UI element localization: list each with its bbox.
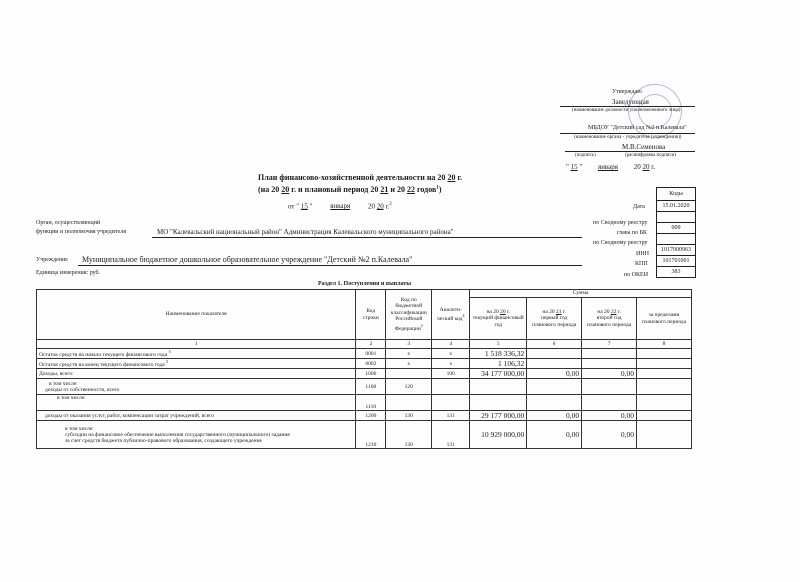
row-bk — [386, 369, 432, 379]
table-row — [37, 369, 692, 379]
header-code: Код строки — [356, 290, 386, 340]
row-value-y2 — [527, 359, 582, 369]
codes-label-date: Дата — [633, 204, 645, 210]
date-prefix: от " — [288, 202, 300, 211]
title-year: 20 — [447, 173, 456, 182]
codes-value-inn: 1017000963 — [657, 245, 696, 256]
row-value-y2 — [527, 395, 582, 411]
row-code: 1110 — [356, 395, 386, 411]
approval-organization: МБДОУ "Детский сад №2 п.Калевала" — [588, 125, 687, 131]
header-year1 — [470, 298, 527, 340]
header-analytic-sup: 4 — [462, 313, 465, 319]
table-row — [37, 421, 692, 449]
approval-position-line — [560, 106, 695, 107]
row-name-text: Остаток средств на конец текущего финансового года — [39, 361, 165, 368]
row-bk — [386, 395, 432, 411]
col-number: 1 — [37, 340, 356, 349]
founder-value: МО "Калевальский национальный район" Администрация Калевальского муниципального района" — [157, 228, 454, 236]
row-bk: 130 — [386, 411, 432, 421]
date-month: января — [330, 202, 351, 211]
codes-value-chapter: 009 — [657, 223, 696, 234]
period-sup: 1 — [436, 185, 439, 191]
row-value-y3: 0,00 — [582, 411, 637, 421]
row-value-beyond — [637, 349, 692, 359]
row-value-y3 — [582, 359, 637, 369]
row-analytic — [432, 395, 470, 411]
row-value-y2: 0,00 — [527, 421, 582, 449]
period-and: и 20 — [390, 185, 405, 194]
codes-label-chapter: глава по БК — [617, 230, 647, 236]
header-year2-suffix: г. — [562, 308, 566, 315]
approval-signer-name: М.В.Семенова — [622, 143, 666, 151]
row-code: 1000 — [356, 369, 386, 379]
row-value-beyond — [637, 359, 692, 369]
header-year2-prefix: на 20 — [542, 308, 555, 315]
row-name-text: в том числе: — [65, 425, 94, 432]
title-prefix: План финансово-хозяйственной деятельности на 20 — [258, 173, 446, 182]
period-year2: 22 — [406, 185, 415, 194]
row-analytic: 131 — [432, 421, 470, 449]
codes-label-registry2: по Сводному реестру — [593, 240, 648, 246]
row-value-y2: 0,00 — [527, 411, 582, 421]
row-name — [37, 421, 356, 449]
row-value-y3: 0,00 — [582, 421, 637, 449]
col-number: 8 — [637, 340, 692, 349]
row-value-y1: 10 929 000,00 — [470, 421, 527, 449]
row-name-text: в том числе: — [57, 395, 86, 401]
row-code: 0002 — [356, 359, 386, 369]
row-value-y3 — [582, 379, 637, 395]
row-name — [37, 395, 356, 411]
row-code: 1100 — [356, 379, 386, 395]
row-value-y1: 34 177 000,00 — [470, 369, 527, 379]
unit-label: Единица измерения: руб. — [36, 270, 101, 276]
col-number: 6 — [527, 340, 582, 349]
row-value-y3 — [582, 349, 637, 359]
row-value-y1 — [470, 379, 527, 395]
header-year2-caption: первый год планового периода — [532, 315, 577, 328]
row-name: Доходы, всего: — [37, 369, 356, 379]
table-row — [37, 395, 692, 411]
row-name-sup: 5 — [166, 359, 169, 365]
header-analytic — [432, 290, 470, 340]
header-year3-prefix: на 20 — [597, 308, 610, 315]
row-value-y2 — [527, 379, 582, 395]
row-analytic: х — [432, 359, 470, 369]
header-year2 — [527, 298, 582, 340]
row-value-y1: 1 518 336,32 — [470, 349, 527, 359]
approval-organization-caption: (наименование органа - учредителя (учреждения)) — [574, 135, 682, 140]
codes-value-date: 15.01.2020 — [657, 201, 696, 212]
table-row — [37, 379, 692, 395]
row-code: 1210 — [356, 421, 386, 449]
row-name-sup: 5 — [168, 349, 171, 355]
header-year1-caption: текущий финансовый год — [472, 315, 524, 328]
row-analytic: х — [432, 349, 470, 359]
approval-signature-line — [565, 151, 695, 152]
approval-signature-caption: (подпись) — [575, 153, 596, 158]
header-beyond: за пределами планового периода — [637, 298, 692, 340]
approval-position-caption: (наименование должности уполномоченного лица) — [572, 108, 681, 113]
approval-date-month: января — [597, 163, 618, 171]
codes-table — [656, 187, 696, 278]
approval-date-year: 20 — [642, 163, 650, 171]
section-title: Раздел 1. Поступления и выплаты — [318, 281, 412, 287]
row-analytic — [432, 379, 470, 395]
row-name — [37, 349, 356, 359]
approval-title: Утверждаю — [612, 89, 642, 95]
institution-line — [78, 265, 582, 266]
row-name — [37, 359, 356, 369]
col-number: 3 — [386, 340, 432, 349]
table-row — [37, 359, 692, 369]
document-date-line — [288, 202, 392, 210]
approval-date-day: 15 — [570, 163, 578, 171]
founder-label-line1: Орган, осуществляющий — [36, 220, 101, 226]
row-value-y1 — [470, 395, 527, 411]
row-value-y2 — [527, 349, 582, 359]
header-year1-prefix: на 20 — [486, 308, 499, 315]
row-name-text: доходы от оказания услуг, работ, компенсации затрат учреждений, всего — [45, 412, 215, 419]
document-period — [258, 185, 442, 194]
header-sum: Сумма — [470, 290, 692, 298]
period-year: 20 — [281, 185, 290, 194]
institution-label: Учреждение — [36, 257, 68, 263]
date-suffix: г. — [385, 202, 390, 211]
approval-organization-line — [560, 133, 695, 134]
codes-label-kpp: КПП — [635, 261, 648, 267]
table-row — [37, 411, 692, 421]
date-sup: 2 — [389, 202, 392, 207]
row-bk: х — [386, 359, 432, 369]
approval-name-caption: (расшифровка подписи) — [625, 153, 677, 158]
row-value-y3: 0,00 — [582, 369, 637, 379]
row-name-text: в том числе: — [49, 380, 78, 387]
date-day: 15 — [300, 202, 308, 211]
row-name-text3: за счет средств бюджета публично-правового образования, создающего учреждение — [65, 437, 262, 444]
col-number: 2 — [356, 340, 386, 349]
approval-date-quote-open: " — [566, 163, 569, 171]
date-quote-close: " — [309, 202, 313, 211]
header-name: Наименование показателя — [37, 290, 356, 340]
founder-line — [152, 237, 582, 238]
row-value-beyond — [637, 369, 692, 379]
row-bk: х — [386, 349, 432, 359]
row-value-beyond — [637, 395, 692, 411]
header-analytic-text: Аналити-ческий код — [437, 306, 463, 322]
header-year1-suffix: г. — [506, 308, 510, 315]
codes-header: Коды — [657, 188, 696, 201]
period-suffix: годов — [416, 185, 437, 194]
row-name-text2: доходы от собственности, всего — [45, 386, 120, 393]
row-value-y2: 0,00 — [527, 369, 582, 379]
header-year3-caption: второй год планового периода — [586, 315, 632, 328]
row-name-text: Остаток средств на начало текущего финансового года — [39, 351, 168, 358]
codes-label-inn: ИНН — [636, 251, 649, 257]
header-year3 — [582, 298, 637, 340]
row-analytic: 131 — [432, 411, 470, 421]
table-row — [37, 349, 692, 359]
row-value-beyond — [637, 421, 692, 449]
period-year1: 21 — [380, 185, 389, 194]
col-number: 7 — [582, 340, 637, 349]
header-year3-suffix: г. — [617, 308, 621, 315]
approval-date — [566, 163, 655, 171]
founder-label-line2: функции и полномочия учредителя — [36, 229, 126, 235]
row-code: 0001 — [356, 349, 386, 359]
period-prefix: (на 20 — [258, 185, 280, 194]
codes-label-okei: по ОКЕИ — [624, 272, 649, 278]
row-value-beyond — [637, 411, 692, 421]
col-number: 5 — [470, 340, 527, 349]
header-year2-year: 21 — [556, 308, 562, 315]
row-bk: 130 — [386, 421, 432, 449]
title-suffix: г. — [457, 173, 463, 182]
row-value-y1: 1 106,32 — [470, 359, 527, 369]
receipts-payments-table — [36, 289, 692, 449]
codes-label-registry1: по Сводному реестру — [593, 220, 648, 226]
approval-position: Заведующая — [612, 98, 649, 106]
period-close: ) — [438, 185, 442, 194]
row-name — [37, 379, 356, 395]
row-value-beyond — [637, 379, 692, 395]
row-name-text2: субсидии на финансовое обеспечение выполнения государственного (муниципального) задания — [65, 431, 290, 438]
codes-value-kpp: 101701001 — [657, 256, 696, 267]
period-mid: г. и плановый период 20 — [291, 185, 379, 194]
date-year: 20 — [376, 202, 384, 211]
col-number: 4 — [432, 340, 470, 349]
institution-value: Муниципальное бюджетное дошкольное образовательное учреждение "Детский №2 п.Калевала" — [82, 255, 413, 264]
document-title — [258, 173, 462, 182]
date-year-prefix: 20 — [367, 202, 375, 211]
row-analytic: 100 — [432, 369, 470, 379]
header-year1-year: 20 — [500, 308, 506, 315]
header-budget-code — [386, 290, 432, 340]
row-code: 1200 — [356, 411, 386, 421]
codes-value-registry1 — [657, 212, 696, 223]
codes-value-registry2 — [657, 234, 696, 245]
header-year3-year: 22 — [610, 308, 617, 315]
approval-date-quote-close: " — [579, 163, 583, 171]
approval-date-year-prefix: 20 — [633, 163, 641, 171]
row-name — [37, 411, 356, 421]
header-budget-code-text: Код по бюджетной классификации Российской Федерации — [390, 296, 427, 332]
header-budget-code-sup: 3 — [420, 322, 423, 328]
approval-date-year-suffix: г. — [651, 163, 656, 171]
codes-value-okei: 383 — [657, 267, 696, 278]
row-value-y3 — [582, 395, 637, 411]
row-bk: 120 — [386, 379, 432, 395]
row-value-y1: 29 177 000,00 — [470, 411, 527, 421]
